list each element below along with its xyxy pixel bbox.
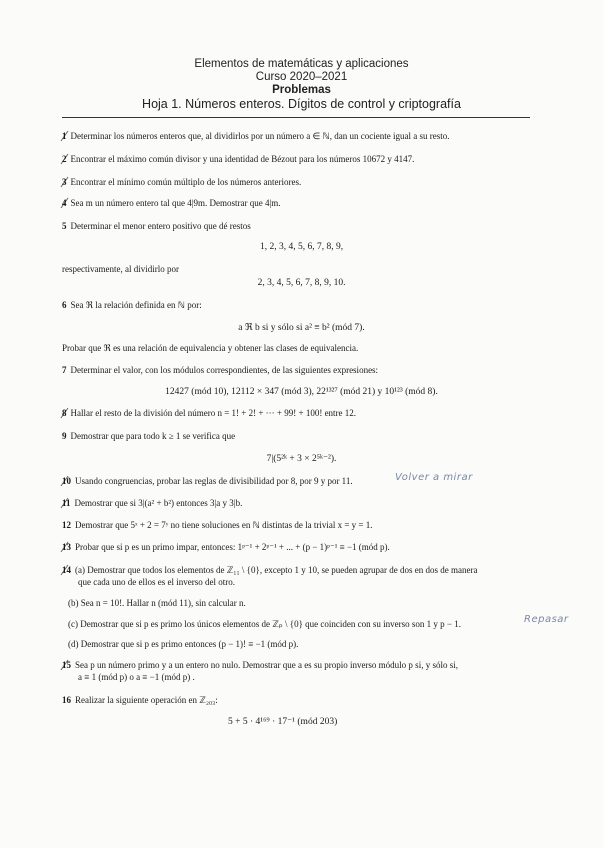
problem-11: 11 Demostrar que si 3|(a² + b²) entonces 3|a y 3|b.: [62, 498, 243, 508]
handwritten-note: Volver a mirar: [395, 472, 473, 483]
problem-14c: (c) Demostrar que si p es primo los únicos elementos de ℤₚ \ {0} que coinciden con su inverso son 1 y p − 1.: [68, 619, 461, 629]
divisors-sequence: 2, 3, 4, 5, 6, 7, 8, 9, 10.: [257, 278, 346, 288]
problem-3: 3 Encontrar el mínimo común múltiplo de los números anteriores.: [62, 177, 302, 187]
divisibility-formula: 7|(5²ᵏ + 3 × 2⁵ᵏ⁻²).: [266, 454, 337, 464]
problem-2: 2 Encontrar el máximo común divisor y una identidad de Bézout para los números 10672 y 4147.: [62, 154, 415, 164]
problem-13: 13 Probar que si p es un primo impar, entonces: 1ᵖ⁻¹ + 2ᵖ⁻¹ + ... + (p − 1)ᵖ⁻¹ ≡ −1 (mód p).: [62, 542, 390, 552]
problem-14d: (d) Demostrar que si p es primo entonces (p − 1)! ≡ −1 (mód p).: [68, 639, 299, 649]
problem-6-task: Probar que ℜ es una relación de equivalencia y obtener las clases de equivalencia.: [62, 343, 359, 353]
course-year: Curso 2020–2021: [255, 71, 348, 83]
problem-4: 4 Sea m un número entero tal que 4|9m. Demostrar que 4|m.: [62, 198, 281, 208]
problem-9: 9 Demostrar que para todo k ≥ 1 se verifica que: [62, 431, 236, 441]
problem-8: 8 Hallar el resto de la división del número n = 1! + 2! + ··· + 99! + 100! entre 12.: [62, 408, 357, 418]
operation-formula: 5 + 5 · 4¹⁶⁹ · 17⁻¹ (mód 203): [228, 717, 338, 727]
problem-12: 12 Demostrar que 5ˣ + 2 = 7ʸ no tiene soluciones en ℕ distintas de la trivial x = y = 1.: [62, 520, 373, 530]
expressions-formula: 12427 (mód 10), 12112 × 347 (mód 3), 22¹³²⁷ (mód 21) y 10¹²³ (mód 8).: [165, 387, 438, 397]
problem-14b: (b) Sea n = 10!. Hallar n (mód 11), sin calcular n.: [68, 598, 246, 608]
sheet-title: Hoja 1. Números enteros. Dígitos de control y criptografía: [142, 97, 461, 111]
handwritten-note: Repasar: [524, 614, 569, 625]
problem-7: 7 Determinar el valor, con los módulos correspondientes, de las siguientes expresiones:: [62, 365, 379, 375]
problem-15-continuation: a ≡ 1 (mód p) o a ≡ −1 (mód p) .: [78, 672, 195, 682]
problem-16: 16 Realizar la siguiente operación en ℤ₂₀₃:: [62, 695, 218, 705]
problem-14a-continuation: que cada uno de ellos es el inverso del otro.: [78, 577, 235, 587]
problem-6: 6 Sea ℜ la relación definida en ℕ por:: [62, 300, 202, 310]
header-rule: [62, 117, 530, 118]
relation-formula: a ℜ b si y sólo si a² ≡ b² (mód 7).: [238, 323, 365, 333]
problem-14: 14 (a) Demostrar que todos los elementos de ℤ₁₁ \ {0}, excepto 1 y 10, se pueden agrupar de dos en dos de manera: [62, 565, 478, 575]
problem-10: 10 Usando congruencias, probar las reglas de divisibilidad por 8, por 9 y por 11.: [62, 476, 353, 486]
problem-15: 15 Sea p un número primo y a un entero no nulo. Demostrar que a es su propio inverso módulo p si, y sólo si,: [62, 660, 458, 670]
problem-5: 5 Determinar el menor entero positivo que dé restos: [62, 221, 251, 231]
remainders-sequence: 1, 2, 3, 4, 5, 6, 7, 8, 9,: [259, 242, 344, 252]
problem-1: 1 Determinar los números enteros que, al dividirlos por un número a ∈ ℕ, dan un cociente igual a su resto.: [62, 131, 450, 141]
course-title: Elementos de matemáticas y aplicaciones: [194, 58, 409, 70]
section-label: Problemas: [272, 84, 331, 96]
document-header: [0, 58, 603, 112]
problem-5-continuation: respectivamente, al dividirlo por: [62, 264, 179, 274]
